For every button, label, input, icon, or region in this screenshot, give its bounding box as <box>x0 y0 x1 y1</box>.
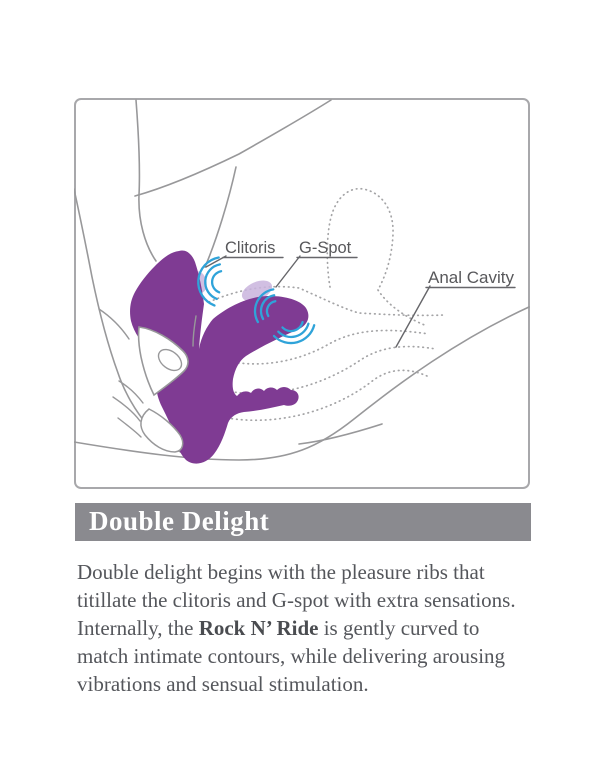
label-anal-cavity: Anal Cavity <box>428 268 514 287</box>
label-gspot: G-Spot <box>299 239 352 257</box>
description-line: titillate the clitoris and G-spot with extra sensations. <box>77 588 516 612</box>
description-line: match intimate contours, while delivering arousing <box>77 644 506 668</box>
product-name: Rock N’ Ride <box>198 616 319 640</box>
section-title: Double Delight <box>89 506 270 536</box>
description-text <box>77 558 543 698</box>
description-line: Double delight begins with the pleasure ribs that <box>77 560 485 584</box>
label-clitoris: Clitoris <box>225 239 276 257</box>
description-line: vibrations and sensual stimulation. <box>77 672 369 696</box>
anatomy-diagram <box>74 98 531 490</box>
section-title-bar <box>75 503 531 541</box>
description-line: Internally, the Rock N’ Ride is gently curved to <box>77 616 480 640</box>
